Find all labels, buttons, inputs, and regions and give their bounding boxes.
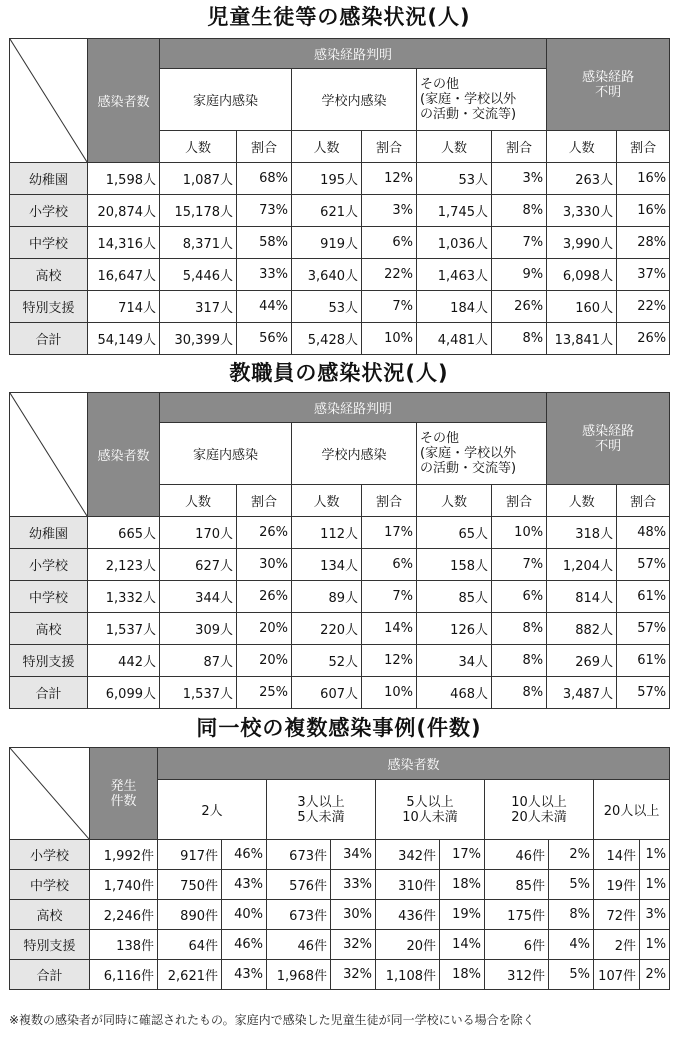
cell-b5-p: 1% (640, 870, 670, 900)
header-bucket-5-10: 5人以上 10人未満 (376, 780, 485, 840)
cell-school-p: 22% (362, 259, 417, 291)
header-ratio: 割合 (237, 131, 292, 163)
table-row (10, 870, 670, 900)
cell-unk-p: 28% (617, 227, 670, 259)
cell-cases: 6,116件 (90, 960, 158, 990)
cell-home-n: 8,371人 (160, 227, 237, 259)
cell-other-p: 7% (492, 227, 547, 259)
cell-b3-n: 436件 (376, 900, 440, 930)
header-total: 感染者数 (88, 393, 160, 517)
cell-home-n: 627人 (160, 549, 237, 581)
cell-school-p: 10% (362, 677, 417, 709)
cell-school-n: 112人 (292, 517, 362, 549)
cell-unk-p: 57% (617, 677, 670, 709)
row-label: 特別支援 (10, 291, 88, 323)
header-other: その他 (家庭・学校以外 の活動・交流等) (417, 69, 547, 131)
cell-unk-n: 814人 (547, 581, 617, 613)
cell-b4-p: 8% (549, 900, 594, 930)
cell-cases: 138件 (90, 930, 158, 960)
table-row (10, 677, 670, 709)
cell-b3-n: 342件 (376, 840, 440, 870)
cell-home-n: 1,537人 (160, 677, 237, 709)
cell-b4-n: 6件 (485, 930, 549, 960)
cell-home-n: 317人 (160, 291, 237, 323)
cell-unk-p: 16% (617, 163, 670, 195)
cell-school-n: 53人 (292, 291, 362, 323)
table-row (10, 163, 670, 195)
cell-other-p: 8% (492, 195, 547, 227)
cell-other-n: 1,463人 (417, 259, 492, 291)
cell-b4-p: 5% (549, 870, 594, 900)
cell-other-p: 3% (492, 163, 547, 195)
cell-b3-n: 1,108件 (376, 960, 440, 990)
cell-b5-p: 1% (640, 930, 670, 960)
cell-school-p: 14% (362, 613, 417, 645)
students-table-title: 児童生徒等の感染状況(人) (207, 5, 471, 29)
row-label: 高校 (10, 900, 90, 930)
cell-b1-n: 750件 (158, 870, 222, 900)
table-row (10, 517, 670, 549)
header-infected: 感染者数 (158, 748, 670, 780)
cell-b2-p: 34% (331, 840, 376, 870)
cell-cases: 1,992件 (90, 840, 158, 870)
header-known-route: 感染経路判明 (160, 39, 547, 69)
staff-table-title: 教職員の感染状況(人) (229, 361, 449, 385)
cell-b1-p: 43% (222, 960, 267, 990)
students-table-body (10, 163, 670, 355)
cell-other-n: 468人 (417, 677, 492, 709)
cell-cases: 1,740件 (90, 870, 158, 900)
cell-other-p: 8% (492, 645, 547, 677)
cell-b4-p: 2% (549, 840, 594, 870)
table-row (10, 227, 670, 259)
cell-school-n: 919人 (292, 227, 362, 259)
cell-unk-n: 269人 (547, 645, 617, 677)
cell-home-p: 73% (237, 195, 292, 227)
header-bucket-10-20: 10人以上 20人未満 (485, 780, 594, 840)
cell-unk-n: 263人 (547, 163, 617, 195)
cell-home-p: 68% (237, 163, 292, 195)
header-ratio: 割合 (362, 485, 417, 517)
table-row (10, 645, 670, 677)
header-school: 学校内感染 (292, 423, 417, 485)
cell-school-p: 17% (362, 517, 417, 549)
cell-b4-n: 312件 (485, 960, 549, 990)
cell-unk-p: 57% (617, 549, 670, 581)
cell-home-p: 33% (237, 259, 292, 291)
cell-unk-p: 61% (617, 645, 670, 677)
cell-other-p: 8% (492, 613, 547, 645)
cell-home-p: 56% (237, 323, 292, 355)
footnote: ※複数の感染者が同時に確認されたもの。家庭内で感染した児童生徒が同一学校にいる場合を除く (9, 1013, 535, 1027)
header-bucket-2: 2人 (158, 780, 267, 840)
table-row (10, 613, 670, 645)
header-total: 感染者数 (88, 39, 160, 163)
row-label: 合計 (10, 323, 88, 355)
header-home: 家庭内感染 (160, 69, 292, 131)
cell-unk-n: 6,098人 (547, 259, 617, 291)
cell-other-p: 8% (492, 323, 547, 355)
cell-b5-n: 14件 (594, 840, 640, 870)
cell-total: 16,647人 (88, 259, 160, 291)
cell-unk-p: 22% (617, 291, 670, 323)
row-label: 小学校 (10, 549, 88, 581)
header-ratio: 割合 (362, 131, 417, 163)
cell-b2-n: 673件 (267, 900, 331, 930)
cell-school-p: 7% (362, 581, 417, 613)
header-count: 人数 (160, 131, 237, 163)
cell-school-p: 3% (362, 195, 417, 227)
cell-b2-p: 32% (331, 930, 376, 960)
cell-school-n: 195人 (292, 163, 362, 195)
cell-b1-n: 917件 (158, 840, 222, 870)
header-other: その他 (家庭・学校以外 の活動・交流等) (417, 423, 547, 485)
row-label: 特別支援 (10, 645, 88, 677)
cell-b1-p: 46% (222, 930, 267, 960)
corner-diagonal-cell (10, 748, 90, 840)
cell-b5-p: 2% (640, 960, 670, 990)
header-count: 人数 (292, 131, 362, 163)
header-count: 人数 (292, 485, 362, 517)
row-label: 幼稚園 (10, 163, 88, 195)
cell-b5-p: 1% (640, 840, 670, 870)
table-row (10, 840, 670, 870)
row-label: 合計 (10, 677, 88, 709)
cell-b3-p: 14% (440, 930, 485, 960)
cell-home-n: 87人 (160, 645, 237, 677)
cell-b2-n: 1,968件 (267, 960, 331, 990)
cell-other-n: 126人 (417, 613, 492, 645)
cell-total: 665人 (88, 517, 160, 549)
cell-home-n: 1,087人 (160, 163, 237, 195)
cell-b5-n: 19件 (594, 870, 640, 900)
row-label: 小学校 (10, 840, 90, 870)
cell-b2-p: 32% (331, 960, 376, 990)
row-label: 中学校 (10, 581, 88, 613)
clusters-table (9, 747, 670, 990)
cell-school-n: 52人 (292, 645, 362, 677)
cell-total: 2,123人 (88, 549, 160, 581)
header-ratio: 割合 (617, 485, 670, 517)
cell-b1-p: 46% (222, 840, 267, 870)
table-row (10, 549, 670, 581)
header-count: 人数 (547, 131, 617, 163)
table-row (10, 581, 670, 613)
header-ratio: 割合 (492, 131, 547, 163)
cell-b1-p: 43% (222, 870, 267, 900)
header-known-route: 感染経路判明 (160, 393, 547, 423)
cell-total: 54,149人 (88, 323, 160, 355)
cell-school-n: 5,428人 (292, 323, 362, 355)
cell-home-p: 26% (237, 517, 292, 549)
cell-b5-p: 3% (640, 900, 670, 930)
cell-cases: 2,246件 (90, 900, 158, 930)
cell-total: 714人 (88, 291, 160, 323)
cell-school-n: 3,640人 (292, 259, 362, 291)
header-ratio: 割合 (237, 485, 292, 517)
header-count: 人数 (417, 485, 492, 517)
cell-other-n: 34人 (417, 645, 492, 677)
table-row (10, 259, 670, 291)
cell-total: 1,598人 (88, 163, 160, 195)
row-label: 合計 (10, 960, 90, 990)
cell-other-n: 184人 (417, 291, 492, 323)
cell-b1-n: 2,621件 (158, 960, 222, 990)
table-row (10, 900, 670, 930)
cell-unk-n: 318人 (547, 517, 617, 549)
cell-unk-n: 160人 (547, 291, 617, 323)
cell-b5-n: 107件 (594, 960, 640, 990)
cell-b4-n: 85件 (485, 870, 549, 900)
row-label: 高校 (10, 259, 88, 291)
row-label: 幼稚園 (10, 517, 88, 549)
cell-other-p: 9% (492, 259, 547, 291)
cell-home-n: 170人 (160, 517, 237, 549)
cell-other-n: 85人 (417, 581, 492, 613)
cell-unk-p: 16% (617, 195, 670, 227)
cell-unk-p: 26% (617, 323, 670, 355)
header-bucket-20plus: 20人以上 (594, 780, 670, 840)
cell-b4-n: 46件 (485, 840, 549, 870)
cell-b5-n: 2件 (594, 930, 640, 960)
header-unknown-route: 感染経路 不明 (547, 393, 670, 485)
cell-school-p: 6% (362, 227, 417, 259)
cell-b2-p: 33% (331, 870, 376, 900)
cell-school-p: 10% (362, 323, 417, 355)
cell-total: 6,099人 (88, 677, 160, 709)
cell-unk-p: 57% (617, 613, 670, 645)
cell-home-p: 58% (237, 227, 292, 259)
cell-home-n: 309人 (160, 613, 237, 645)
cell-other-n: 53人 (417, 163, 492, 195)
cell-b2-n: 576件 (267, 870, 331, 900)
cell-other-n: 1,036人 (417, 227, 492, 259)
header-count: 人数 (547, 485, 617, 517)
cell-school-n: 607人 (292, 677, 362, 709)
header-bucket-3-5: 3人以上 5人未満 (267, 780, 376, 840)
cell-b1-n: 64件 (158, 930, 222, 960)
cell-b2-p: 30% (331, 900, 376, 930)
cell-total: 20,874人 (88, 195, 160, 227)
row-label: 特別支援 (10, 930, 90, 960)
cell-total: 1,332人 (88, 581, 160, 613)
cell-home-p: 20% (237, 613, 292, 645)
table-row (10, 960, 670, 990)
cell-other-p: 6% (492, 581, 547, 613)
row-label: 小学校 (10, 195, 88, 227)
cell-school-p: 12% (362, 163, 417, 195)
cell-b3-n: 310件 (376, 870, 440, 900)
cell-home-n: 5,446人 (160, 259, 237, 291)
cell-other-p: 10% (492, 517, 547, 549)
row-label: 中学校 (10, 870, 90, 900)
cell-other-n: 65人 (417, 517, 492, 549)
table-row (10, 291, 670, 323)
cell-b3-n: 20件 (376, 930, 440, 960)
cell-unk-p: 48% (617, 517, 670, 549)
row-label: 中学校 (10, 227, 88, 259)
cell-other-n: 4,481人 (417, 323, 492, 355)
cell-b3-p: 17% (440, 840, 485, 870)
cell-total: 14,316人 (88, 227, 160, 259)
clusters-table-title: 同一校の複数感染事例(件数) (196, 716, 482, 740)
cell-unk-n: 1,204人 (547, 549, 617, 581)
cell-school-n: 89人 (292, 581, 362, 613)
cell-other-p: 7% (492, 549, 547, 581)
cell-b2-n: 673件 (267, 840, 331, 870)
cell-b1-p: 40% (222, 900, 267, 930)
cell-school-p: 12% (362, 645, 417, 677)
cell-b4-p: 4% (549, 930, 594, 960)
cell-home-n: 15,178人 (160, 195, 237, 227)
cell-unk-p: 61% (617, 581, 670, 613)
cell-other-n: 1,745人 (417, 195, 492, 227)
header-unknown-route: 感染経路 不明 (547, 39, 670, 131)
header-cases: 発生 件数 (90, 748, 158, 840)
cell-b1-n: 890件 (158, 900, 222, 930)
table-row (10, 323, 670, 355)
students-table (9, 38, 670, 355)
cell-b4-n: 175件 (485, 900, 549, 930)
cell-school-n: 220人 (292, 613, 362, 645)
cell-b3-p: 19% (440, 900, 485, 930)
header-school: 学校内感染 (292, 69, 417, 131)
cell-unk-n: 3,990人 (547, 227, 617, 259)
cell-home-n: 344人 (160, 581, 237, 613)
cell-b2-n: 46件 (267, 930, 331, 960)
corner-diagonal-cell (10, 39, 88, 163)
header-ratio: 割合 (492, 485, 547, 517)
corner-diagonal-cell (10, 393, 88, 517)
cell-unk-n: 13,841人 (547, 323, 617, 355)
cell-other-p: 26% (492, 291, 547, 323)
cell-b4-p: 5% (549, 960, 594, 990)
cell-school-n: 621人 (292, 195, 362, 227)
cell-home-p: 26% (237, 581, 292, 613)
cell-other-n: 158人 (417, 549, 492, 581)
staff-table-body (10, 517, 670, 709)
cell-unk-p: 37% (617, 259, 670, 291)
table-row (10, 930, 670, 960)
cell-total: 442人 (88, 645, 160, 677)
cell-b3-p: 18% (440, 870, 485, 900)
cell-school-n: 134人 (292, 549, 362, 581)
table-row (10, 195, 670, 227)
header-ratio: 割合 (617, 131, 670, 163)
cell-unk-n: 882人 (547, 613, 617, 645)
clusters-table-body (10, 840, 670, 990)
cell-unk-n: 3,487人 (547, 677, 617, 709)
row-label: 高校 (10, 613, 88, 645)
cell-home-n: 30,399人 (160, 323, 237, 355)
cell-home-p: 44% (237, 291, 292, 323)
staff-table (9, 392, 670, 709)
cell-home-p: 25% (237, 677, 292, 709)
cell-unk-n: 3,330人 (547, 195, 617, 227)
cell-b3-p: 18% (440, 960, 485, 990)
cell-home-p: 30% (237, 549, 292, 581)
header-count: 人数 (160, 485, 237, 517)
cell-school-p: 7% (362, 291, 417, 323)
cell-home-p: 20% (237, 645, 292, 677)
cell-total: 1,537人 (88, 613, 160, 645)
header-count: 人数 (417, 131, 492, 163)
cell-school-p: 6% (362, 549, 417, 581)
cell-other-p: 8% (492, 677, 547, 709)
header-home: 家庭内感染 (160, 423, 292, 485)
cell-b5-n: 72件 (594, 900, 640, 930)
